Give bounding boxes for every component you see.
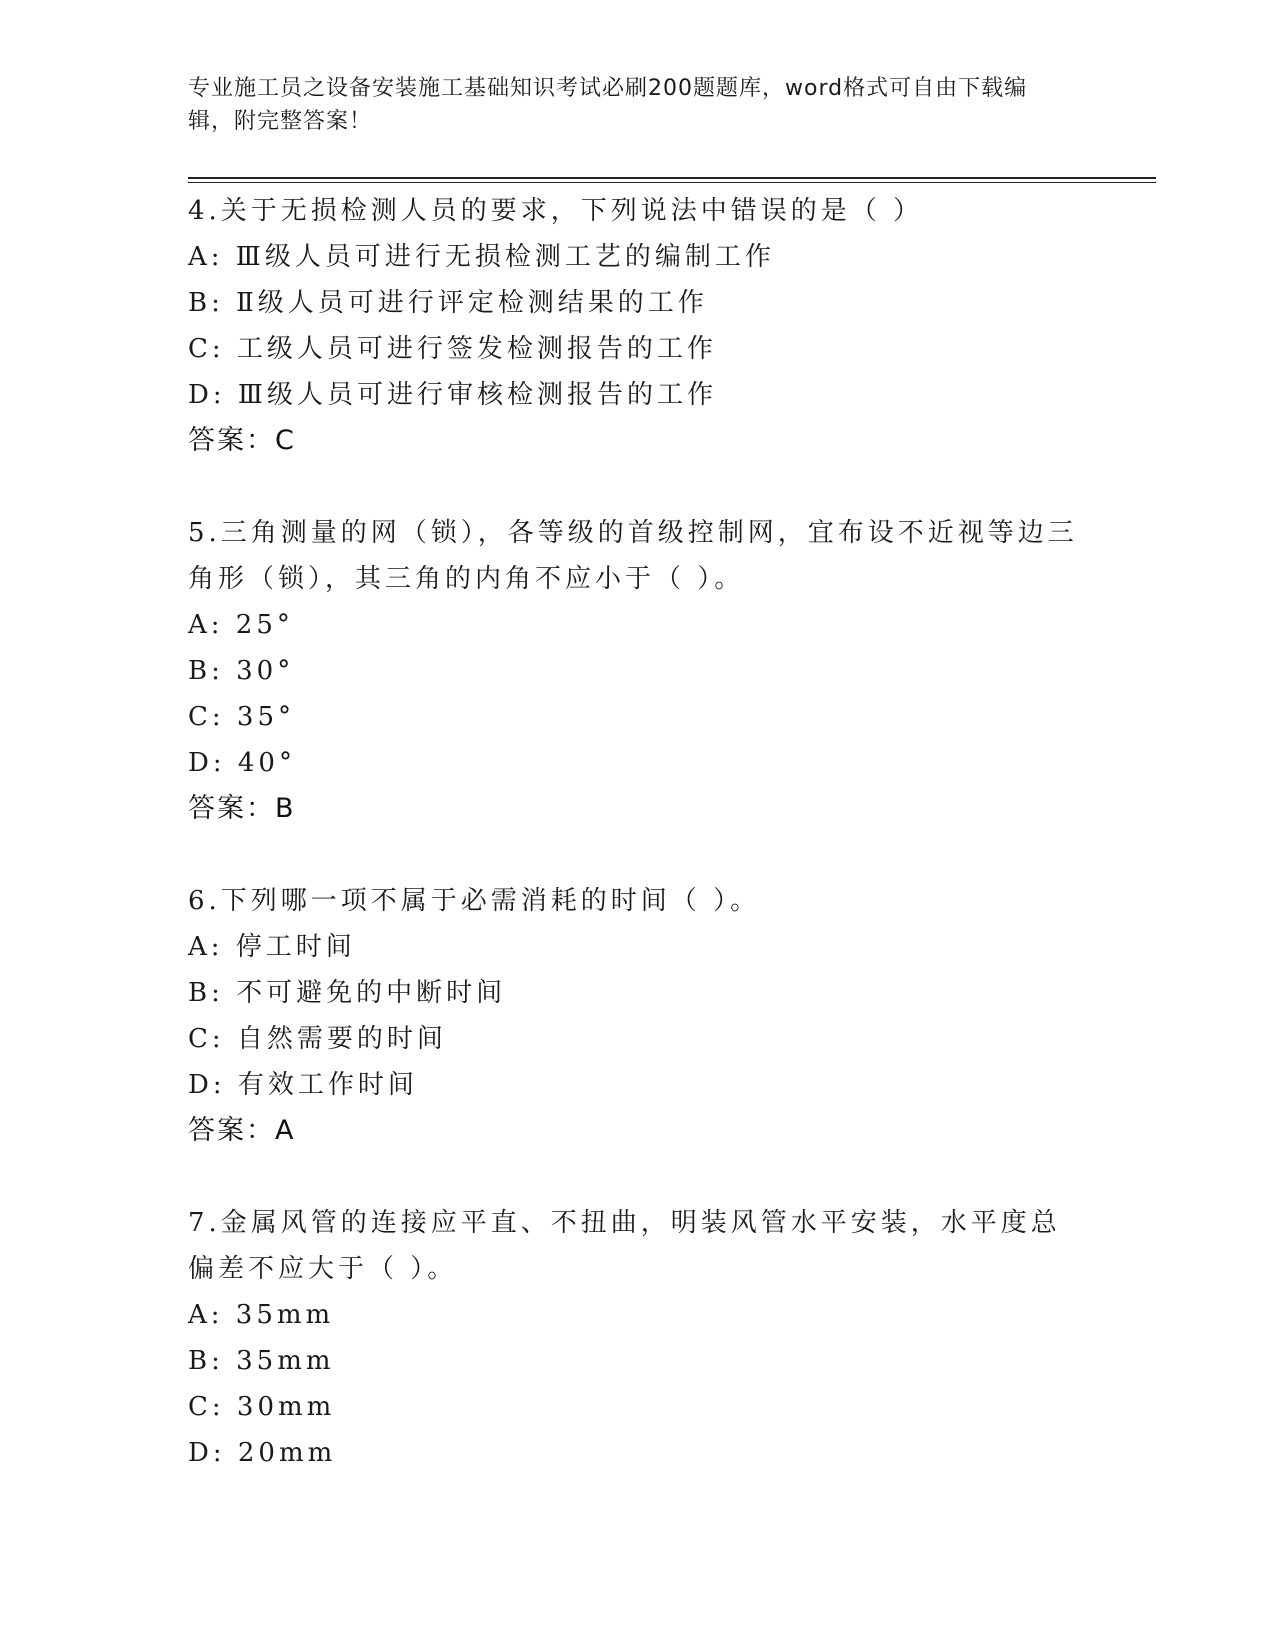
spacer	[188, 832, 1088, 878]
answer-line: 答案：A	[188, 1115, 296, 1146]
option-d: D: 有效工作时间	[188, 1070, 418, 1100]
option-b: B: 35mm	[188, 1346, 335, 1376]
option-d: D: 40°	[188, 748, 296, 778]
option-c: C: 35°	[188, 702, 296, 732]
spacer	[188, 464, 1088, 510]
option-a: A: 35mm	[188, 1300, 335, 1330]
question-stem: 6.下列哪一项不属于必需消耗的时间（ ）。	[188, 886, 761, 916]
header-divider-thin	[188, 182, 1156, 183]
question-stem: 5.三角测量的网（锁），各等级的首级控制网，宜布设不近视等边三角形（锁），其三角的内角不应小于（ ）。	[188, 518, 1078, 594]
option-b: B: 30°	[188, 656, 295, 686]
option-c: C: 工级人员可进行签发检测报告的工作	[188, 334, 717, 364]
option-a: A: Ⅲ级人员可进行无损检测工艺的编制工作	[188, 242, 775, 272]
answer-line: 答案：B	[188, 793, 296, 824]
option-b: B: Ⅱ级人员可进行评定检测结果的工作	[188, 288, 708, 318]
question-5	[188, 510, 1088, 832]
question-4	[188, 188, 1088, 464]
option-c: C: 30mm	[188, 1392, 336, 1422]
option-b: B: 不可避免的中断时间	[188, 978, 507, 1008]
option-a: A: 25°	[188, 610, 294, 640]
option-c: C: 自然需要的时间	[188, 1024, 447, 1054]
question-7	[188, 1200, 1088, 1476]
question-6	[188, 878, 1088, 1154]
option-a: A: 停工时间	[188, 932, 356, 962]
option-d: D: 20mm	[188, 1438, 337, 1468]
header-divider-thick	[188, 177, 1156, 179]
question-list	[188, 188, 1088, 1476]
spacer	[188, 1154, 1088, 1200]
document-header: 专业施工员之设备安装施工基础知识考试必刷200题题库，word格式可自由下载编辑，附完整答案！	[188, 76, 1028, 134]
question-stem: 4.关于无损检测人员的要求，下列说法中错误的是（ ）	[188, 196, 924, 226]
question-stem: 7.金属风管的连接应平直、不扭曲，明装风管水平安装，水平度总偏差不应大于（ ）。	[188, 1208, 1061, 1284]
option-d: D: Ⅲ级人员可进行审核检测报告的工作	[188, 380, 717, 410]
answer-line: 答案：C	[188, 425, 296, 456]
